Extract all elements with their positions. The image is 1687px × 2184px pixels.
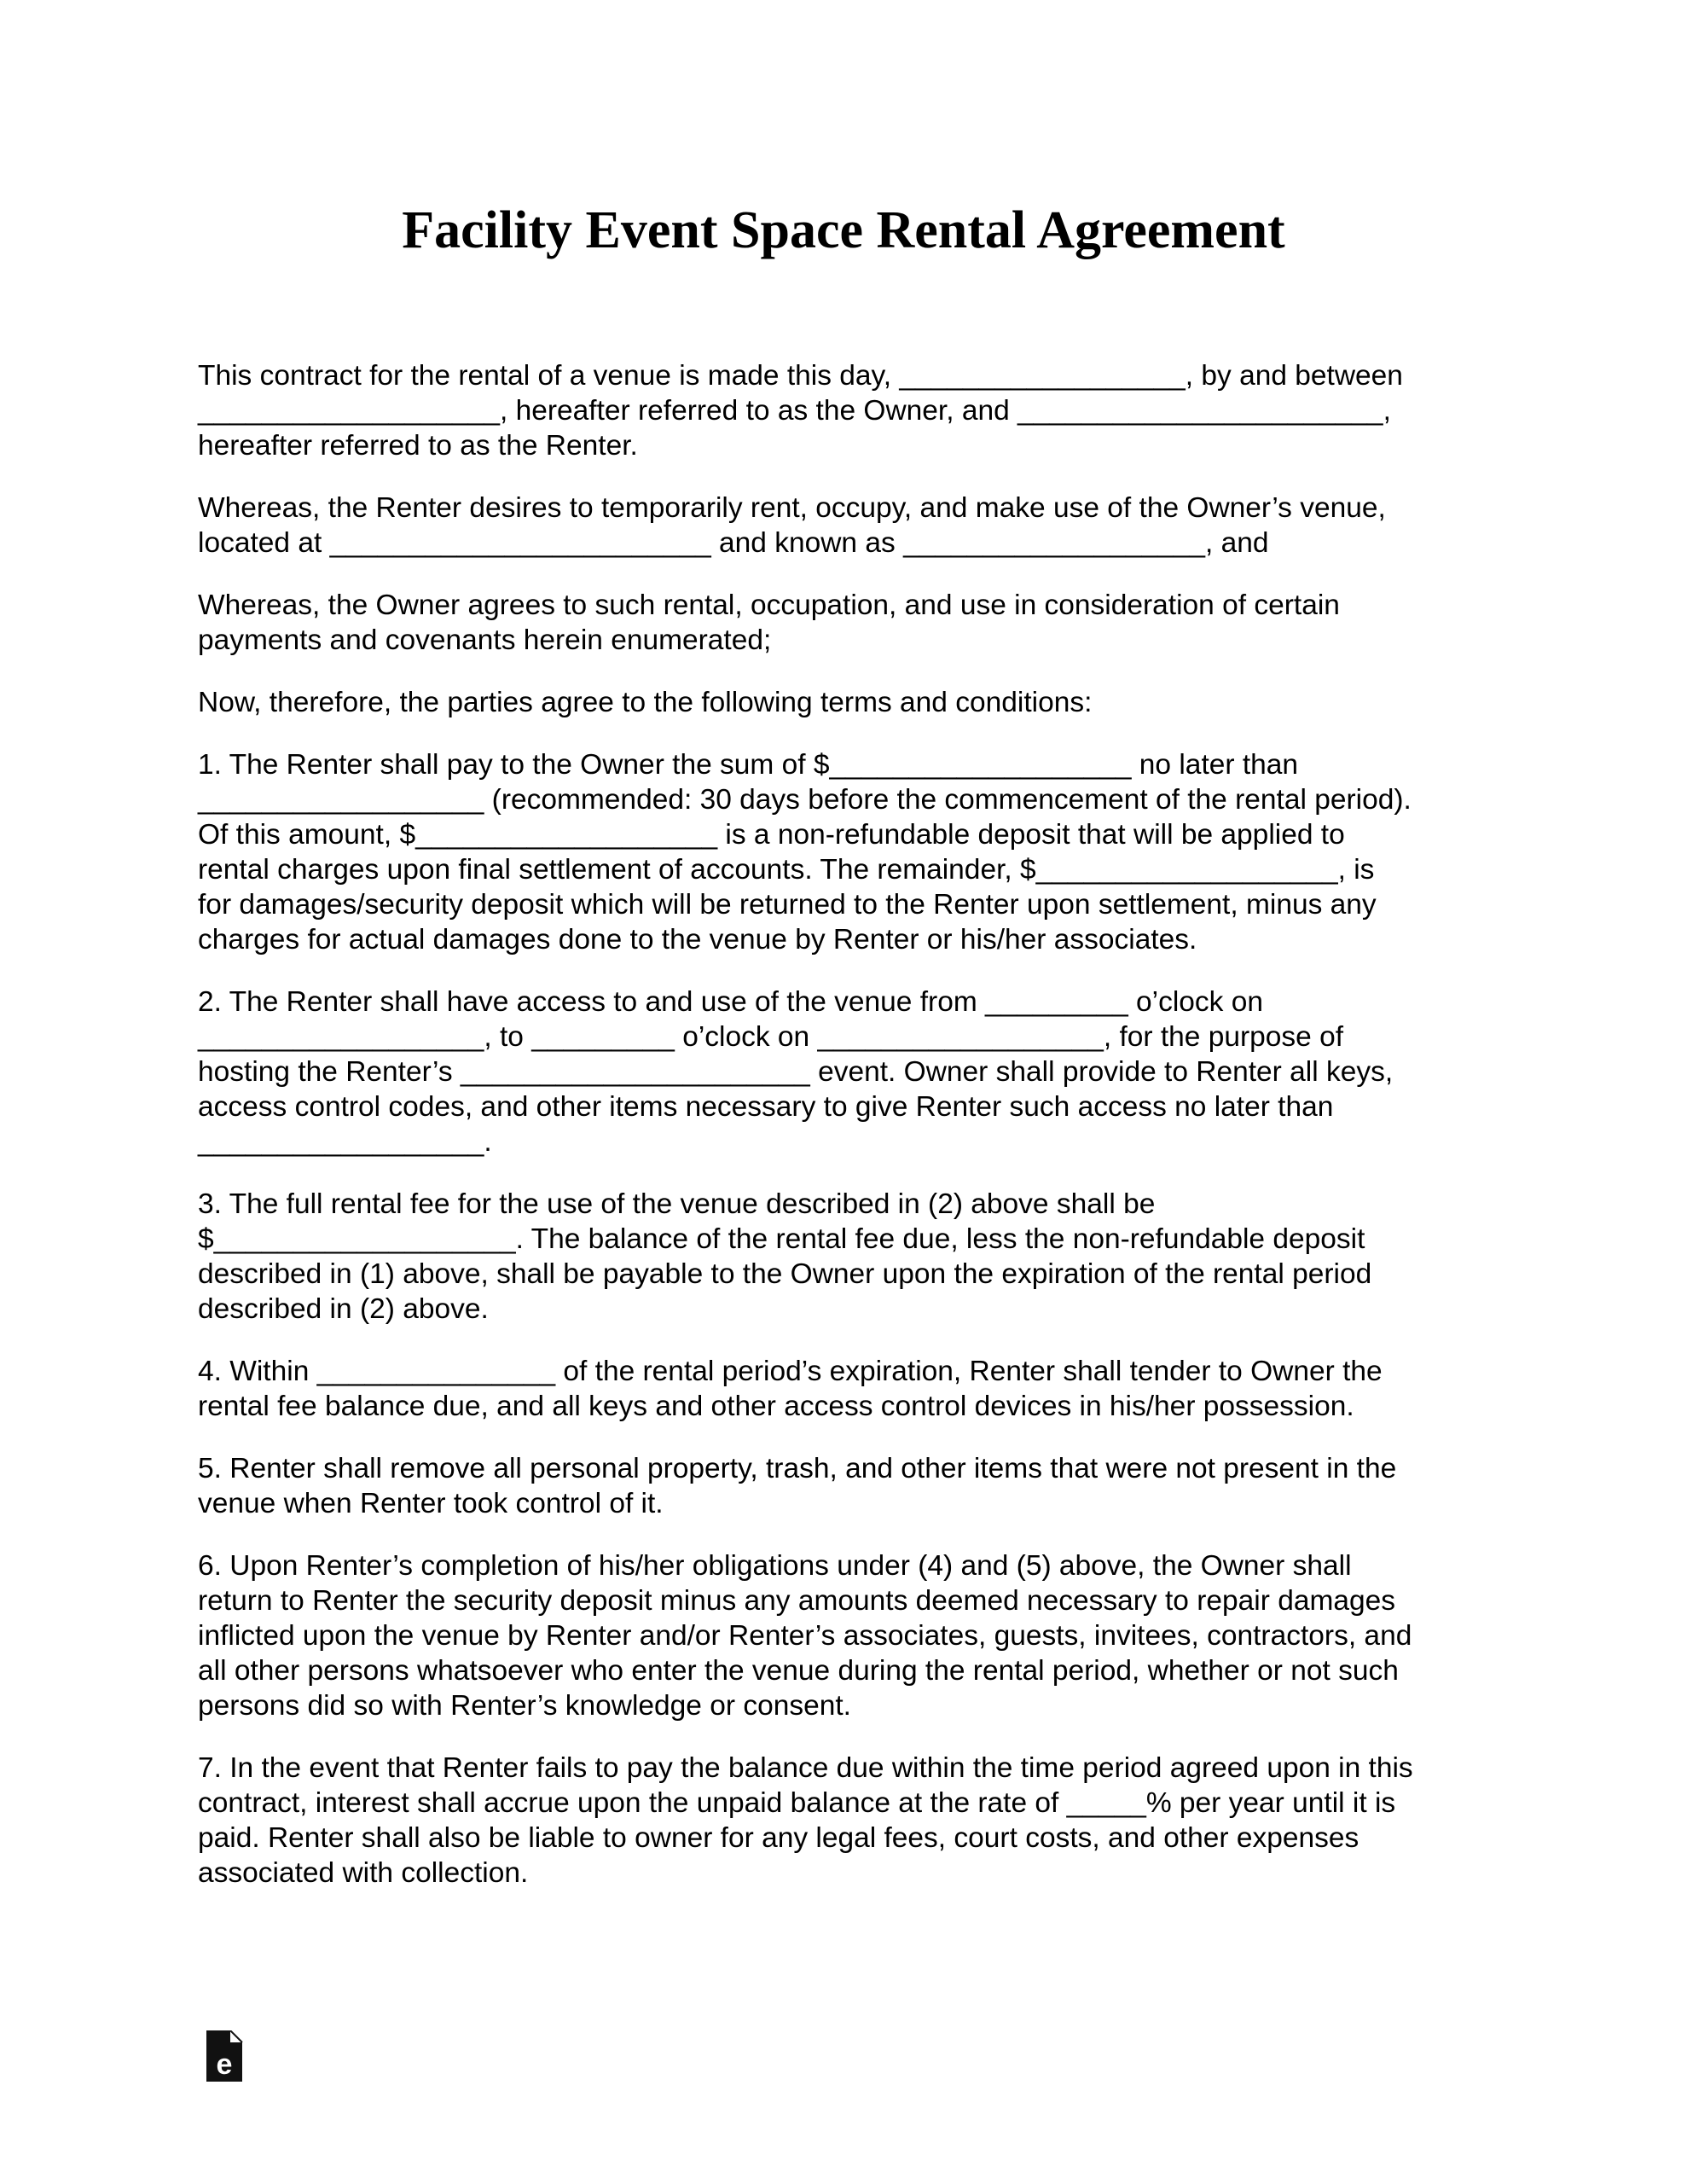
clause-3-rental-fee: 3. The full rental fee for the use of the venue described in (2) above shall be $___________________. The balance of the rental fee due, less the non-refundable deposit described in (1) above, shall be payable to the Owner upon the expiration of the rental period described in (2) above. xyxy=(198,1188,1372,1325)
clause-4-tender: 4. Within _______________ of the rental period’s expiration, Renter shall tender to Owner the rental fee balance due, and all keys and other access control devices in his/her possession. xyxy=(198,1356,1383,1422)
eforms-logo-icon xyxy=(205,2030,244,2083)
clause-6-deposit-return: 6. Upon Renter’s completion of his/her obligations under (4) and (5) above, the Owner shall return to Renter the security deposit minus any amounts deemed necessary to repair damages inflicted upon the venue by Renter and/or Renter’s associates, guests, invitees, contractors, and all other persons whatsoever who enter the venue during the rental period, whether or not such persons did so with Renter’s knowledge or consent. xyxy=(198,1550,1412,1722)
svg-text:e: e xyxy=(216,2048,233,2081)
clause-5-removal: 5. Renter shall remove all personal property, trash, and other items that were not present in the venue when Renter took control of it. xyxy=(198,1453,1397,1519)
clause-2-access: 2. The Renter shall have access to and use of the venue from _________ o’clock on __________________, to _________ o’clock on __________________, for the purpose of hosting the Renter’s ______________________ event. Owner shall provide to Renter all keys, access control codes, and other items necessary to give Renter such access no later than __________________. xyxy=(198,986,1394,1158)
document-body xyxy=(198,358,1528,1918)
whereas-owner-paragraph: Whereas, the Owner agrees to such rental, occupation, and use in consideration of certain payments and covenants herein enumerated; xyxy=(198,590,1340,656)
terms-intro-paragraph: Now, therefore, the parties agree to the following terms and conditions: xyxy=(198,687,1093,718)
document-title: Facility Event Space Rental Agreement xyxy=(402,201,1285,259)
clause-1-payment: 1. The Renter shall pay to the Owner the sum of $___________________ no later than __________________ (recommended: 30 days before the commencement of the rental period). Of this amount, $___________________ is a non-refundable deposit that will be applied to rental charges upon final settlement of accounts. The remainder, $___________________, is for damages/security deposit which will be returned to the Renter upon settlement, minus any charges for actual damages done to the venue by Renter or his/her associates. xyxy=(198,749,1412,956)
intro-paragraph: This contract for the rental of a venue is made this day, __________________, by and between ___________________, hereafter referred to as the Owner, and _______________________, hereafter referred to as the Renter. xyxy=(198,360,1403,462)
whereas-renter-paragraph: Whereas, the Renter desires to temporarily rent, occupy, and make use of the Owner’s venue, located at ________________________ and known as ___________________, and xyxy=(198,492,1386,559)
clause-7-interest: 7. In the event that Renter fails to pay the balance due within the time period agreed upon in this contract, interest shall accrue upon the unpaid balance at the rate of _____% per year until it is paid. Renter shall also be liable to owner for any legal fees, court costs, and other expenses associated with collection. xyxy=(198,1752,1413,1889)
